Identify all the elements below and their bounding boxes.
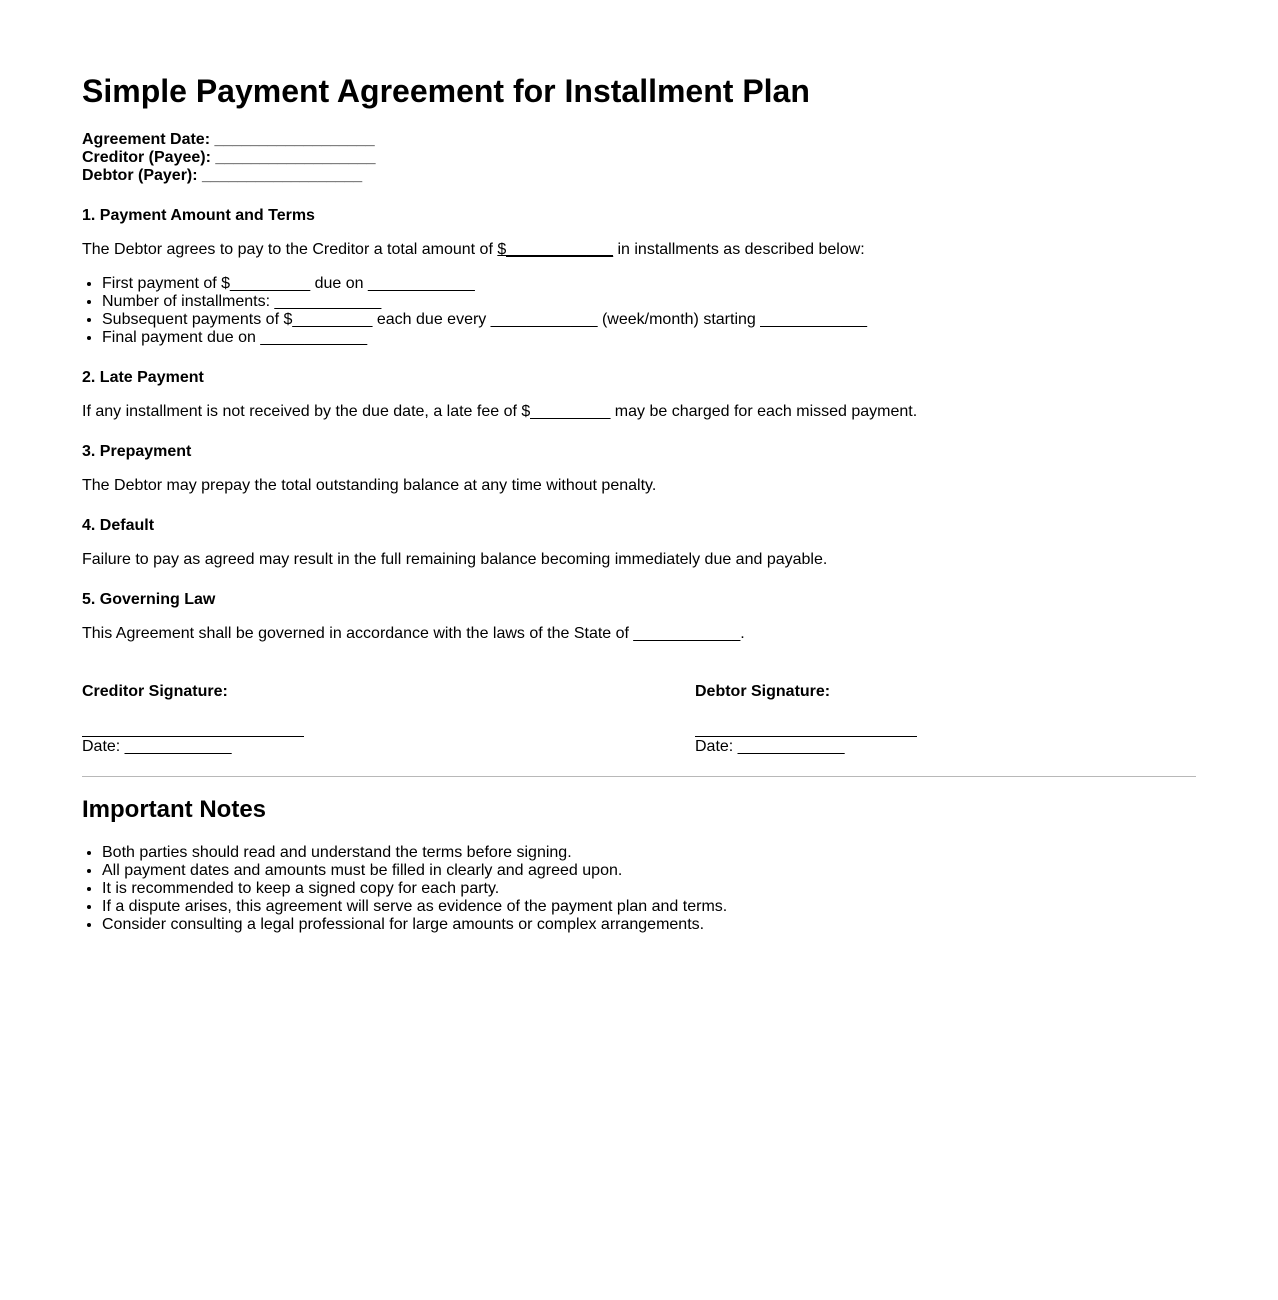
- section-divider: [82, 776, 1196, 777]
- paragraph-text: The Debtor agrees to pay to the Creditor a total amount of: [82, 241, 498, 258]
- list-item: • Consider consulting a legal professional for large amounts or complex arrangements.: [102, 916, 727, 934]
- creditor-field[interactable]: Creditor (Payee): __________________: [82, 149, 376, 166]
- section-late-payment: [82, 369, 917, 421]
- list-item[interactable]: • Subsequent payments of $_________ each due every ____________ (week/month) starting ____________: [102, 311, 867, 329]
- creditor-signature-label: Creditor Signature:: [82, 683, 228, 700]
- agreement-date-field[interactable]: Agreement Date: __________________: [82, 131, 375, 148]
- document-title: Simple Payment Agreement for Installment Plan: [82, 73, 810, 109]
- notes-list: [82, 844, 727, 934]
- section-paragraph: The Debtor may prepay the total outstanding balance at any time without penalty.: [82, 477, 657, 494]
- list-item: • Both parties should read and understand the terms before signing.: [102, 844, 727, 862]
- section-title: 4. Default: [82, 517, 155, 534]
- list-item: • If a dispute arises, this agreement will serve as evidence of the payment plan and terms.: [102, 898, 727, 916]
- notes-section: [82, 844, 727, 934]
- total-amount-blank[interactable]: $____________: [497, 241, 614, 258]
- debtor-date-field[interactable]: Date: ____________: [695, 738, 845, 755]
- list-item: • It is recommended to keep a signed copy for each party.: [102, 880, 727, 898]
- section-title: 1. Payment Amount and Terms: [82, 207, 315, 224]
- section-paragraph: This Agreement shall be governed in accordance with the laws of the State of ____________.: [82, 625, 745, 642]
- creditor-date-field[interactable]: Date: ____________: [82, 738, 232, 755]
- notes-title: Important Notes: [82, 796, 267, 823]
- creditor-signature-block: [82, 683, 304, 756]
- section-title: 3. Prepayment: [82, 443, 192, 460]
- list-item[interactable]: • Number of installments: ____________: [102, 293, 867, 311]
- debtor-signature-block: [695, 683, 917, 756]
- list-item[interactable]: • First payment of $_________ due on ____________: [102, 275, 867, 293]
- list-item[interactable]: • Final payment due on ____________: [102, 329, 867, 347]
- section-paragraph: [82, 241, 867, 259]
- list-item: • All payment dates and amounts must be filled in clearly and agreed upon.: [102, 862, 727, 880]
- section-prepayment: [82, 443, 656, 495]
- section-paragraph: Failure to pay as agreed may result in the full remaining balance becoming immediately due and payable.: [82, 551, 828, 568]
- installment-list: [82, 275, 867, 347]
- debtor-field[interactable]: Debtor (Payer): __________________: [82, 167, 363, 184]
- section-paragraph: If any installment is not received by the due date, a late fee of $_________ may be charged for each missed payment.: [82, 403, 918, 420]
- section-governing-law: [82, 591, 745, 643]
- section-payment-terms: [82, 207, 867, 347]
- agreement-meta: [82, 131, 376, 185]
- debtor-signature-line[interactable]: [695, 736, 917, 737]
- creditor-signature-line[interactable]: [82, 736, 304, 737]
- paragraph-text: in installments as described below:: [613, 241, 865, 258]
- section-title: 5. Governing Law: [82, 591, 216, 608]
- section-default: [82, 517, 827, 569]
- debtor-signature-label: Debtor Signature:: [695, 683, 831, 700]
- section-title: 2. Late Payment: [82, 369, 204, 386]
